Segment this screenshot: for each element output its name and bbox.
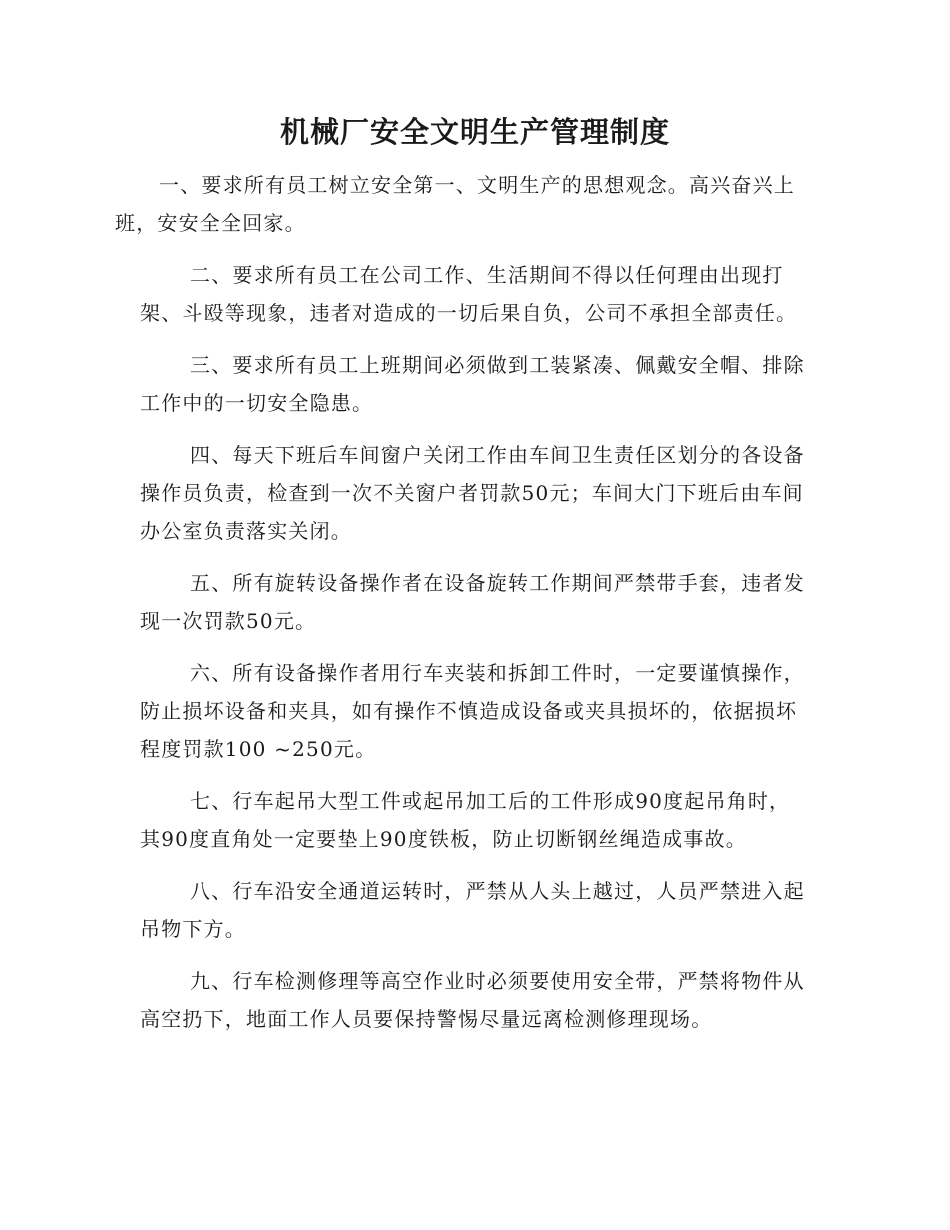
paragraph-1: 一、要求所有员工树立安全第一、文明生产的思想观念。高兴奋兴上班，安安全全回家。 xyxy=(115,173,795,235)
paragraph-2: 二、要求所有员工在公司工作、生活期间不得以任何理由出现打架、斗殴等现象，违者对造成的一切后果自负，公司不承担全部责任。 xyxy=(140,263,798,325)
paragraph-6: 六、所有设备操作者用行车夹装和拆卸工件时，一定要谨慎操作，防止损坏设备和夹具，如有操作不慎造成设备或夹具损坏的，依据损坏程度罚款100 ~250元。 xyxy=(140,661,805,761)
paragraph-4: 四、每天下班后车间窗户关闭工作由车间卫生责任区划分的各设备操作员负责，检查到一次不关窗户者罚款50元；车间大门下班后由车间办公室负责落实关闭。 xyxy=(140,443,805,543)
document-body xyxy=(115,166,810,1038)
paragraph-8: 八、行车沿安全通道运转时，严禁从人头上越过，人员严禁进入起吊物下方。 xyxy=(140,879,805,941)
document-title: 机械厂安全文明生产管理制度 xyxy=(279,115,670,149)
paragraph-7: 七、行车起吊大型工件或起吊加工后的工件形成90度起吊角时，其90度直角处一定要垫上90度铁板，防止切断钢丝绳造成事故。 xyxy=(140,789,791,851)
paragraph-9: 九、行车检测修理等高空作业时必须要使用安全带，严禁将物件从高空扔下，地面工作人员要保持警惕尽量远离检测修理现场。 xyxy=(140,969,805,1031)
paragraph-5: 五、所有旋转设备操作者在设备旋转工作期间严禁带手套，违者发现一次罚款50元。 xyxy=(140,571,805,633)
paragraph-3: 三、要求所有员工上班期间必须做到工装紧凑、佩戴安全帽、排除工作中的一切安全隐患。 xyxy=(140,353,805,415)
